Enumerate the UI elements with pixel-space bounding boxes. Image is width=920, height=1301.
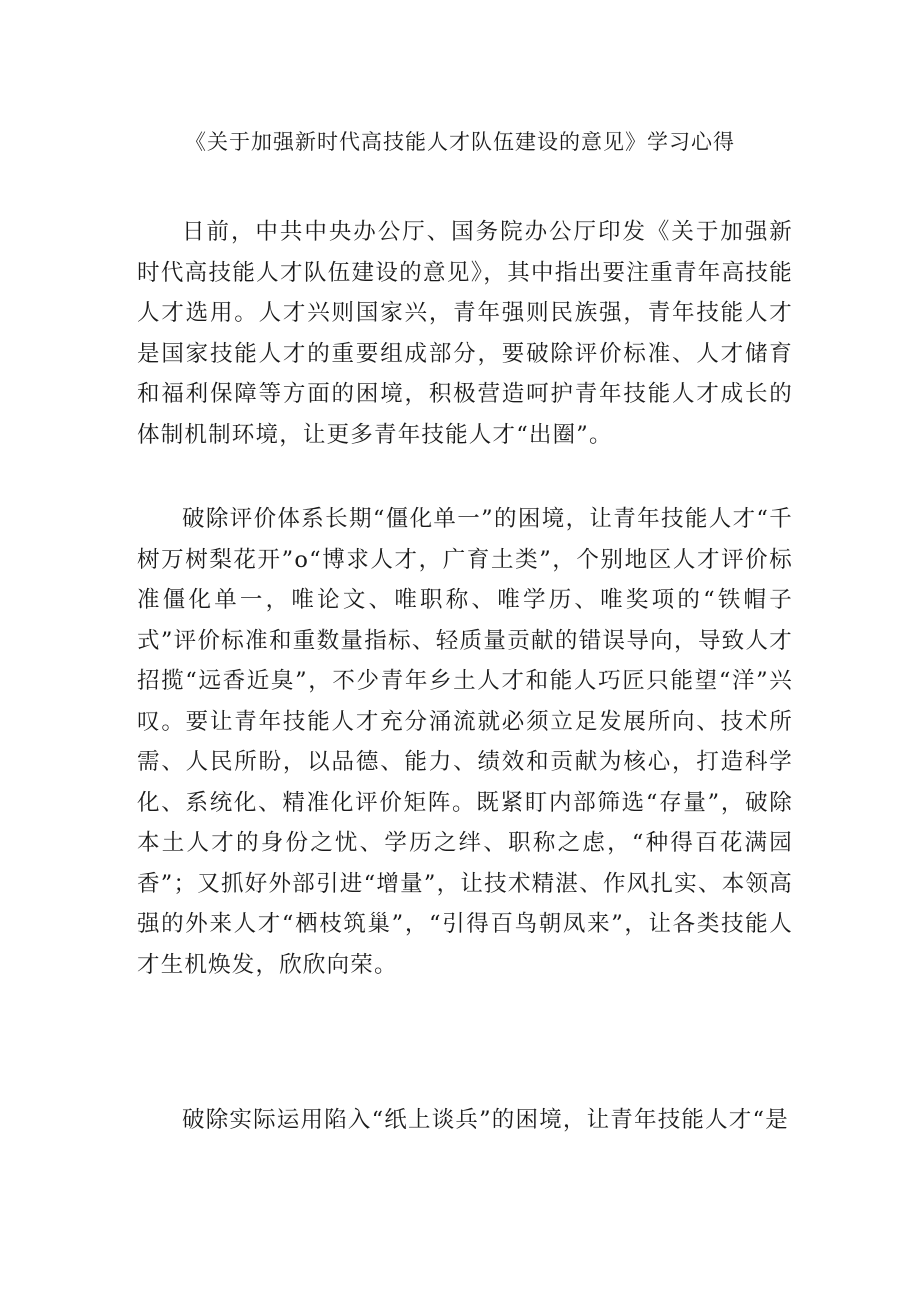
paragraph-intro: 日前，中共中央办公厅、国务院办公厅印发《关于加强新时代高技能人才队伍建设的意见》，其中指出要注重青年高技能人才选用。人才兴则国家兴，青年强则民族强，青年技能人才是国家技能人才的重要组成部分，要破除评价标准、人才储育和福利保障等方面的困境，积极营造呵护青年技能人才成长的体制机制环境，让更多青年技能人才“出圈”。 (137, 219, 793, 448)
paragraph-evaluation: 破除评价体系长期“僵化单一”的困境，让青年技能人才“千树万树梨花开”o“博求人才，广育土类”，个别地区人才评价标准僵化单一，唯论文、唯职称、唯学历、唯奖项的“铁帽子式”评价标准和重数量指标、轻质量贡献的错误导向，导致人才招揽“远香近臭”，不少青年乡土人才和能人巧匠只能望“洋”兴叹。要让青年技能人才充分涌流就必须立足发展所向、技术所需、人民所盼，以品德、能力、绩效和贡献为核心，打造科学化、系统化、精准化评价矩阵。既紧盯内部筛选“存量”，破除本土人才的身份之忧、学历之绊、职称之虑，“种得百花满园香”；又抓好外部引进“增量”，让技术精湛、作风扎实、本领高强的外来人才“栖枝筑巢”，“引得百鸟朝凤来”，让各类技能人才生机焕发，欣欣向荣。 (137, 506, 793, 978)
paragraph-practice: 破除实际运用陷入“纸上谈兵”的困境，让青年技能人才“是 (182, 1107, 789, 1133)
document-title: 《关于加强新时代高技能人才队伍建设的意见》学习心得 (185, 130, 735, 154)
